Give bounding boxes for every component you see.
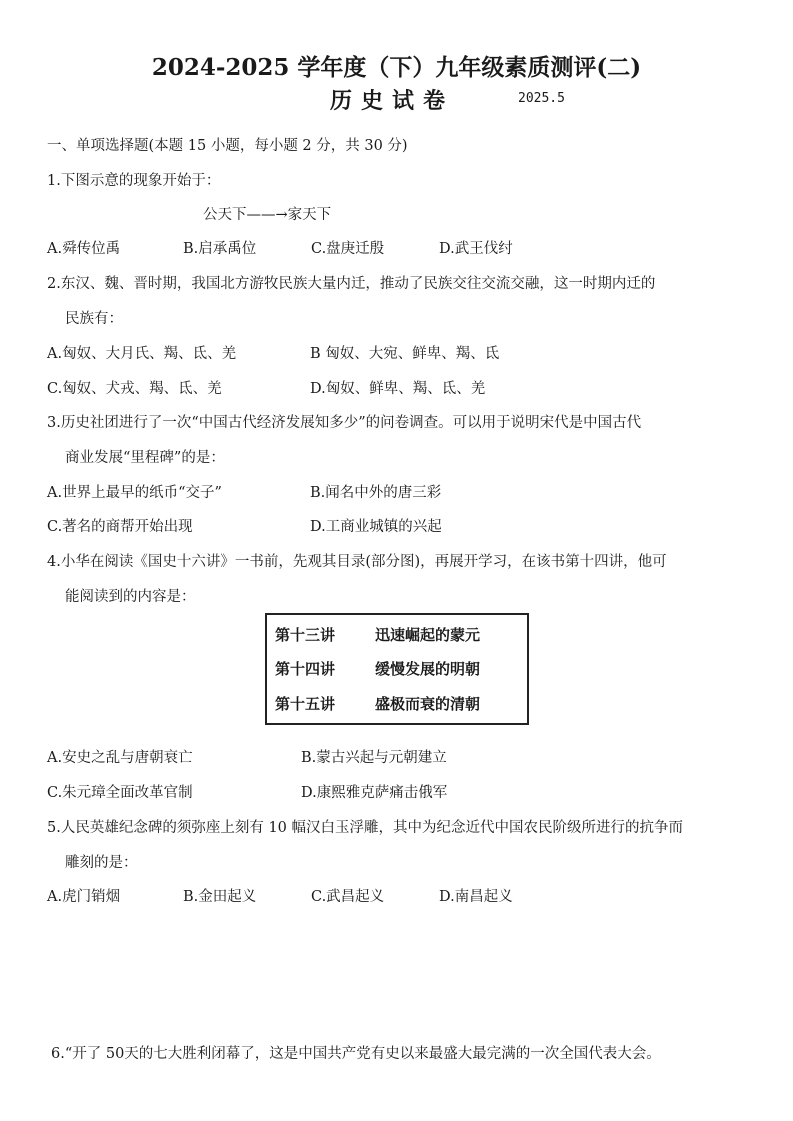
question-3-option-d: D.工商业城镇的兴起	[310, 519, 442, 535]
question-3-option-c: C.著名的商帮开始出现	[47, 519, 193, 535]
question-2-option-a: A.匈奴、大月氏、羯、氐、羌	[47, 346, 237, 362]
question-5-stem-line-2: 雕刻的是：	[65, 855, 138, 871]
question-2-option-b: B 匈奴、大宛、鲜卑、羯、氐	[310, 346, 500, 362]
question-1-option-d: D.武王伐纣	[439, 241, 513, 257]
question-5-option-a: A.虎门销烟	[47, 889, 121, 905]
toc-lecture-number: 第十四讲	[275, 660, 336, 678]
question-4-option-a: A.安史之乱与唐朝衰亡	[47, 750, 193, 766]
toc-lecture-number: 第十三讲	[275, 626, 336, 644]
question-1-option-a: A.舜传位禹	[47, 241, 121, 257]
question-5-option-d: D.南昌起义	[439, 889, 513, 905]
section-heading: 一、单项选择题(本题 15 小题，每小题 2 分，共 30 分)	[47, 138, 408, 154]
question-4-stem-line-1: 4.小华在阅读《国史十六讲》一书前，先观其目录(部分图)，再展开学习，在该书第十四讲，他可	[47, 554, 667, 570]
question-3-stem-line-2: 商业发展“里程碑”的是：	[65, 450, 225, 466]
exam-subject: 历史试卷	[330, 88, 455, 114]
toc-lecture-title: 缓慢发展的明朝	[375, 660, 481, 678]
question-5-stem-line-1: 5.人民英雄纪念碑的须弥座上刻有 10 幅汉白玉浮雕，其中为纪念近代中国农民阶级所进行的抗争而	[47, 820, 683, 836]
question-3-option-a: A.世界上最早的纸币“交子”	[47, 485, 222, 501]
question-1-figure: 公天下——→家天下	[203, 207, 332, 223]
question-5-option-c: C.武昌起义	[311, 889, 385, 905]
exam-date: 2025.5	[518, 91, 565, 106]
question-2-stem-line-1: 2.东汉、魏、晋时期，我国北方游牧民族大量内迁，推动了民族交往交流交融，这一时期内迁的	[47, 276, 656, 292]
question-1-option-c: C.盘庚迁殷	[311, 241, 385, 257]
toc-lecture-title: 迅速崛起的蒙元	[375, 626, 481, 644]
question-2-option-d: D.匈奴、鲜卑、羯、氐、羌	[310, 381, 486, 397]
question-4-stem-line-2: 能阅读到的内容是：	[65, 589, 196, 605]
question-2-stem-line-2: 民族有：	[65, 311, 123, 327]
exam-title: 2024-2025 学年度（下）九年级素质测评(二)	[151, 54, 642, 81]
question-4-option-d: D.康熙雅克萨痛击俄军	[301, 785, 448, 801]
toc-lecture-number: 第十五讲	[275, 695, 336, 713]
question-4-option-c: C.朱元璋全面改革官制	[47, 785, 193, 801]
question-5-option-b: B.金田起义	[183, 889, 257, 905]
book-contents-figure	[265, 613, 529, 725]
question-4-option-b: B.蒙古兴起与元朝建立	[301, 750, 447, 766]
question-3-option-b: B.闻名中外的唐三彩	[310, 485, 442, 501]
question-2-option-c: C.匈奴、犬戎、羯、氐、羌	[47, 381, 222, 397]
question-6-stem: 6.“开了 50天的七大胜利闭幕了，这是中国共产党有史以来最盛大最完满的一次全国代表大会。	[51, 1046, 661, 1062]
question-1-option-b: B.启承禹位	[183, 241, 257, 257]
question-3-stem-line-1: 3.历史社团进行了一次“中国古代经济发展知多少”的问卷调查。可以用于说明宋代是中国古代	[47, 415, 642, 431]
toc-lecture-title: 盛极而衰的清朝	[375, 695, 481, 713]
question-1-stem: 1.下图示意的现象开始于：	[47, 173, 221, 189]
